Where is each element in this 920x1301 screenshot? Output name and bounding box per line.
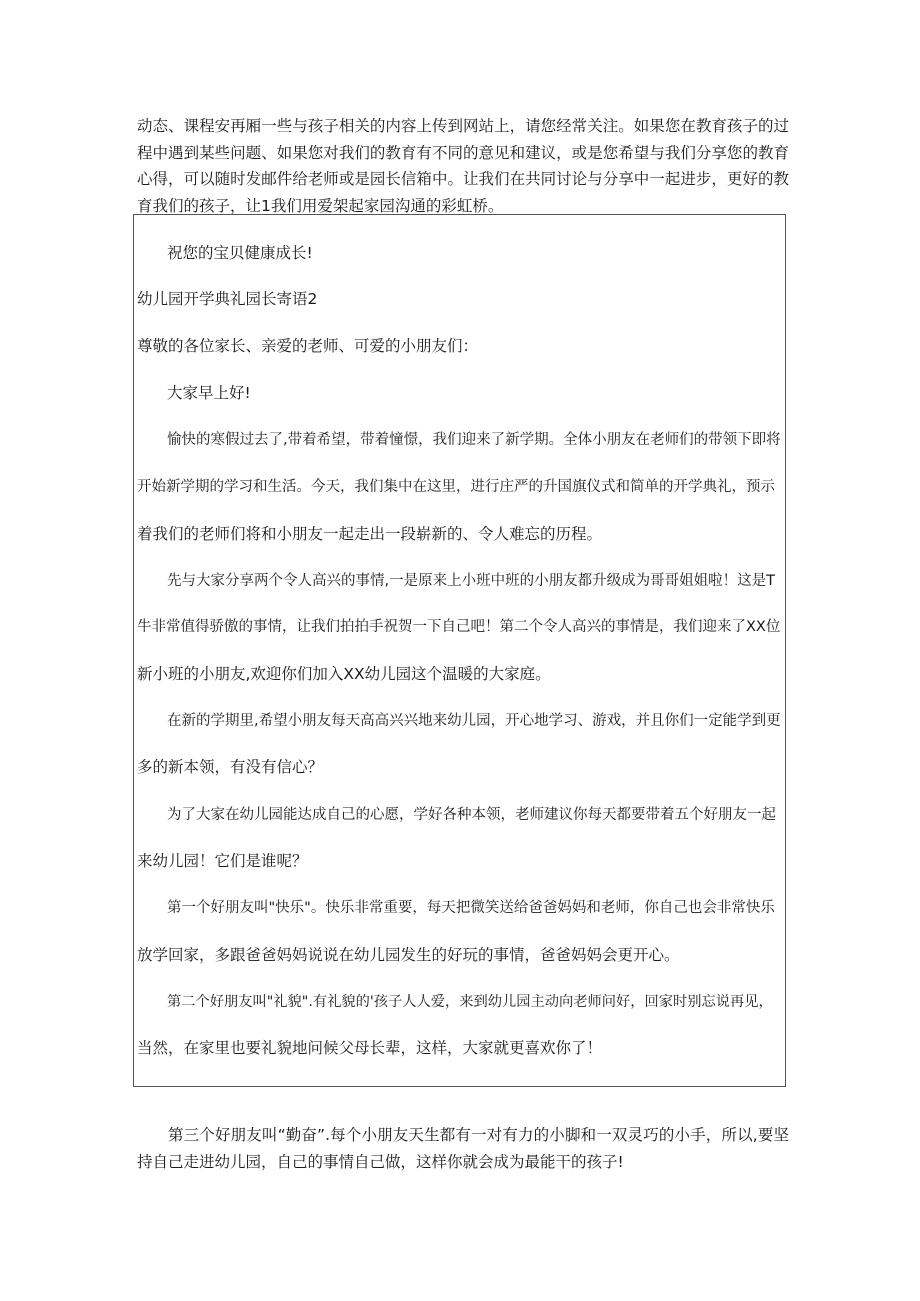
text-line: 第一个好朋友叫"快乐"。快乐非常重要，每天把微笑送给爸爸妈妈和老师，你自己也会非常快乐 — [167, 900, 775, 916]
text-line: 为了大家在幼儿园能达成自己的心愿，学好各种本领，老师建议你每天都要带着五个好朋友一起 — [167, 807, 776, 823]
text-line: 先与大家分享两个令人高兴的事情,一是原来上小班中班的小朋友都升级成为哥哥姐姐啦！这是T — [167, 573, 775, 589]
text-line: 在新的学期里,希望小朋友每天高高兴兴地来幼儿园，开心地学习、游戏，并且你们一定能学到更 — [167, 713, 781, 729]
salutation: 尊敬的各位家长、亲爱的老师、可爱的小朋友们： — [137, 337, 479, 355]
text-line: 多的新本领，有没有信心？ — [137, 758, 324, 776]
text-line: 新小班的小朋友,欢迎你们加入XX幼儿园这个温暖的大家庭。 — [137, 665, 551, 683]
text-line: 祝您的宝贝健康成长! — [167, 244, 313, 262]
bordered-text-box — [133, 214, 786, 1087]
section-heading: 幼儿园开学典礼园长寄语2 — [137, 290, 318, 308]
text-line: 开始新学期的学习和生活。今天，我们集中在这里，进行庄严的升国旗仪式和简单的开学典礼，预示 — [137, 479, 775, 495]
text-line: 来幼儿园！它们是谁呢？ — [137, 852, 308, 870]
text-line: 当然，在家里也要礼貌地问候父母长辈，这样，大家就更喜欢你了！ — [137, 1039, 603, 1057]
closing-paragraph: 第三个好朋友叫“勤奋”.每个小朋友天生都有一对有力的小脚和一双灵巧的小手，所以,要坚持自己走进幼儿园，自己的事情自己做，这样你就会成为最能干的孩子! — [137, 1126, 789, 1171]
text-line: 放学回家，多跟爸爸妈妈说说在幼儿园发生的好玩的事情，爸爸妈妈会更开心。 — [137, 946, 680, 964]
text-line: 大家早上好! — [167, 384, 251, 402]
text-line: 牛非常值得骄傲的事情，让我们拍拍手祝贺一下自己吧！第二个令人高兴的事情是，我们迎来了XX位 — [137, 619, 781, 635]
text-line: 着我们的老师们将和小朋友一起走出一段崭新的、令人难忘的历程。 — [137, 525, 603, 543]
text-line: 愉快的寒假过去了,带着希望，带着憧憬，我们迎来了新学期。全体小朋友在老师们的带领下即将 — [167, 432, 781, 448]
intro-paragraph: 动态、课程安再厢一些与孩子相关的内容上传到网站上，请您经常关注。如果您在教育孩子的过程中遇到某些问题、如果您对我们的教育有不同的意见和建议，或是您希望与我们分享您的教育心得，可以随时发邮件给老师或是园长信箱中。让我们在共同讨论与分享中一起进步，更好的教育我们的孩子，让1我们用爱架起家园沟通的彩虹桥。 — [137, 117, 789, 215]
text-line: 第二个好朋友叫"礼貌".有礼貌的'孩子人人爱，来到幼儿园主动向老师问好，回家时别忘说再见， — [167, 994, 773, 1010]
